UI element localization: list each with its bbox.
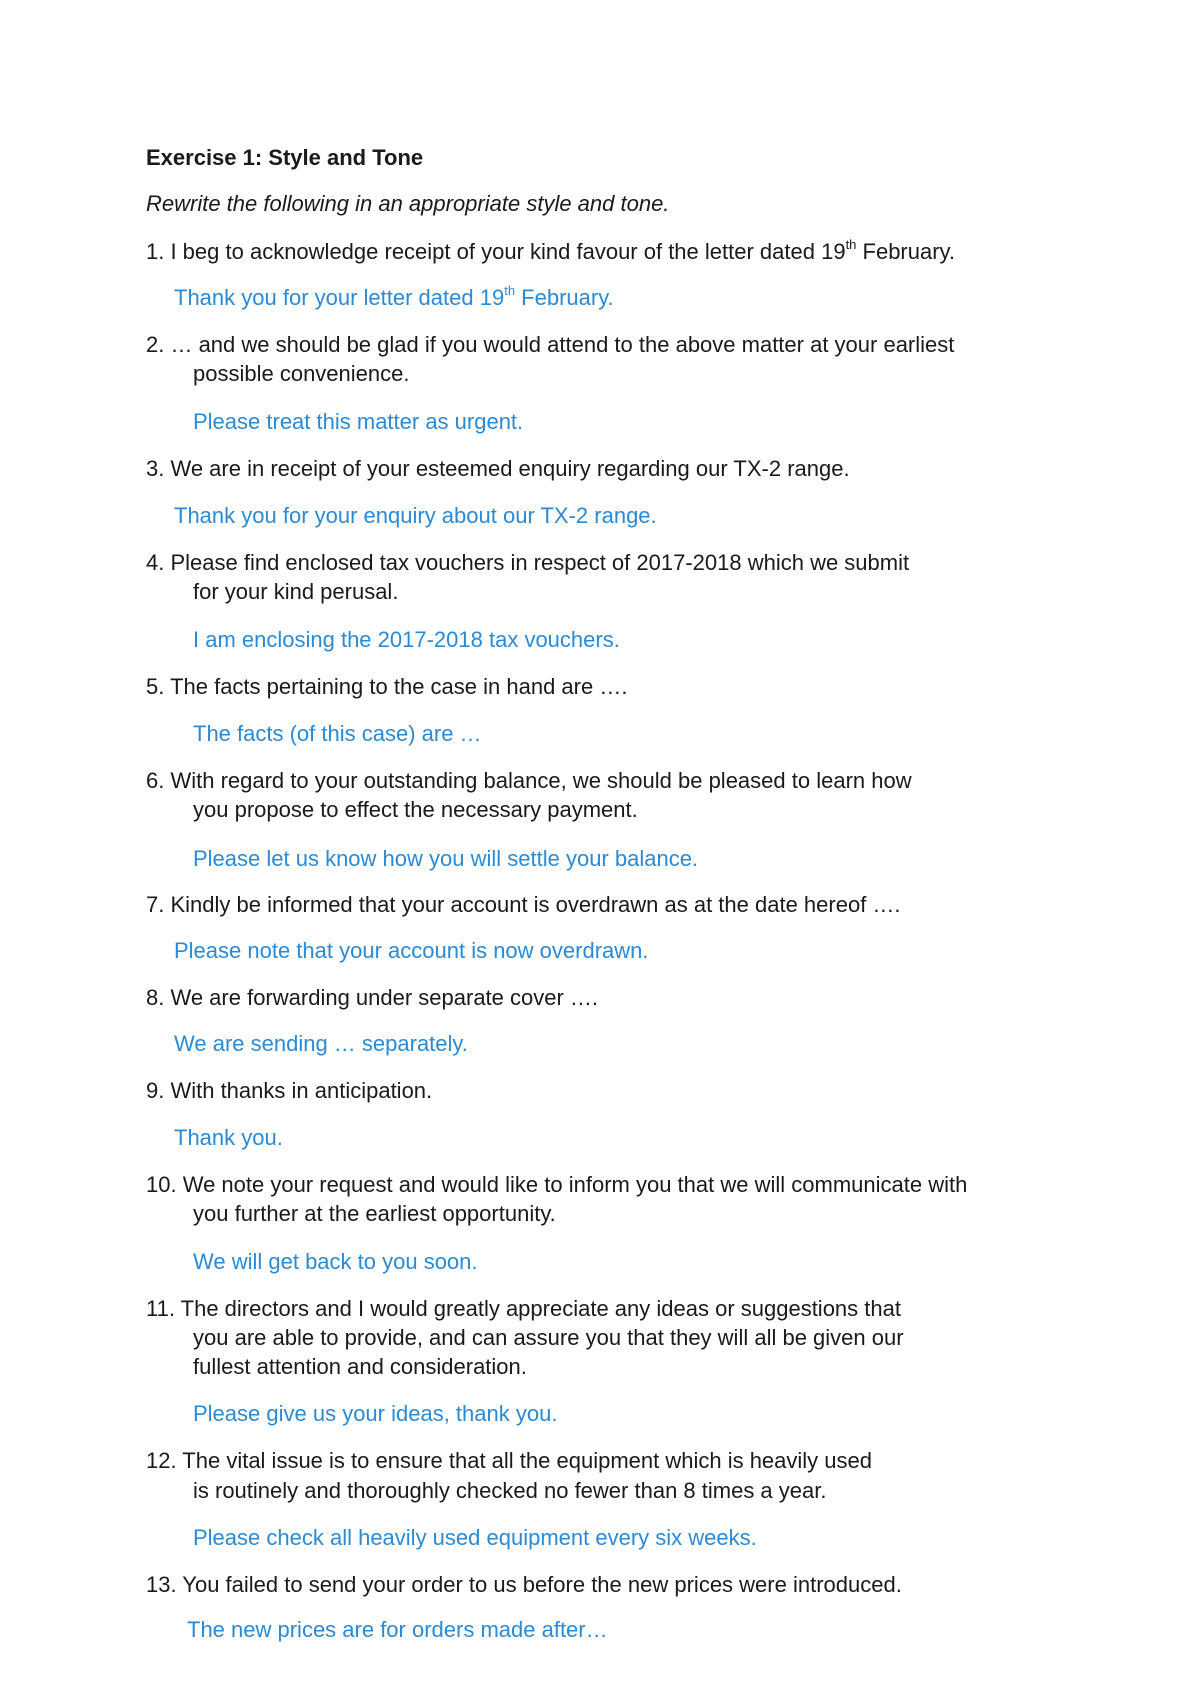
- question-12-line-2: is routinely and thoroughly checked no fewer than 8 times a year.: [193, 1478, 827, 1503]
- answer-10: We will get back to you soon.: [193, 1249, 478, 1274]
- question-11-line-1: 11. The directors and I would greatly appreciate any ideas or suggestions that: [146, 1296, 901, 1321]
- question-6-line-2: you propose to effect the necessary payment.: [193, 797, 638, 822]
- question-2-line-1: 2. … and we should be glad if you would attend to the above matter at your earliest: [146, 332, 955, 357]
- question-8: 8. We are forwarding under separate cover ….: [146, 985, 599, 1010]
- answer-1-ordinal: th: [504, 282, 516, 298]
- question-4-line-1: 4. Please find enclosed tax vouchers in respect of 2017-2018 which we submit: [146, 550, 910, 575]
- answer-6: Please let us know how you will settle your balance.: [193, 846, 699, 871]
- question-11-line-3: fullest attention and consideration.: [193, 1354, 527, 1379]
- answer-7: Please note that your account is now overdrawn.: [174, 938, 649, 963]
- question-13: 13. You failed to send your order to us before the new prices were introduced.: [146, 1572, 902, 1597]
- answer-9: Thank you.: [174, 1125, 283, 1150]
- question-6-line-1: 6. With regard to your outstanding balance, we should be pleased to learn how: [146, 768, 912, 793]
- question-4-line-2: for your kind perusal.: [193, 579, 399, 604]
- question-3: 3. We are in receipt of your esteemed enquiry regarding our TX-2 range.: [146, 456, 850, 481]
- question-2-line-2: possible convenience.: [193, 361, 410, 386]
- question-7: 7. Kindly be informed that your account is overdrawn as at the date hereof ….: [146, 892, 901, 917]
- answer-1: [174, 284, 614, 312]
- question-10-line-2: you further at the earliest opportunity.: [193, 1201, 556, 1226]
- question-1-text: 1. I beg to acknowledge receipt of your kind favour of the letter dated 19: [146, 239, 846, 264]
- answer-11: Please give us your ideas, thank you.: [193, 1401, 558, 1426]
- question-5: 5. The facts pertaining to the case in hand are ….: [146, 674, 628, 699]
- answer-1-text-end: February.: [515, 285, 614, 310]
- question-1: [146, 238, 955, 266]
- question-11-line-2: you are able to provide, and can assure you that they will all be given our: [193, 1325, 904, 1350]
- question-9: 9. With thanks in anticipation.: [146, 1078, 433, 1103]
- answer-2: Please treat this matter as urgent.: [193, 409, 524, 434]
- answer-3: Thank you for your enquiry about our TX-2 range.: [174, 503, 657, 528]
- question-10-line-1: 10. We note your request and would like to inform you that we will communicate with: [146, 1172, 968, 1197]
- exercise-title: Exercise 1: Style and Tone: [146, 145, 424, 170]
- question-12-line-1: 12. The vital issue is to ensure that all the equipment which is heavily used: [146, 1448, 872, 1473]
- answer-5: The facts (of this case) are …: [193, 721, 482, 746]
- answer-12: Please check all heavily used equipment every six weeks.: [193, 1525, 757, 1550]
- question-1-ordinal: th: [845, 236, 857, 252]
- answer-13: The new prices are for orders made after…: [187, 1617, 608, 1642]
- answer-4: I am enclosing the 2017-2018 tax vouchers.: [193, 627, 620, 652]
- answer-8: We are sending … separately.: [174, 1031, 468, 1056]
- question-1-text-end: February.: [856, 239, 956, 264]
- answer-1-text: Thank you for your letter dated 19: [174, 285, 505, 310]
- exercise-instruction: Rewrite the following in an appropriate style and tone.: [146, 191, 670, 216]
